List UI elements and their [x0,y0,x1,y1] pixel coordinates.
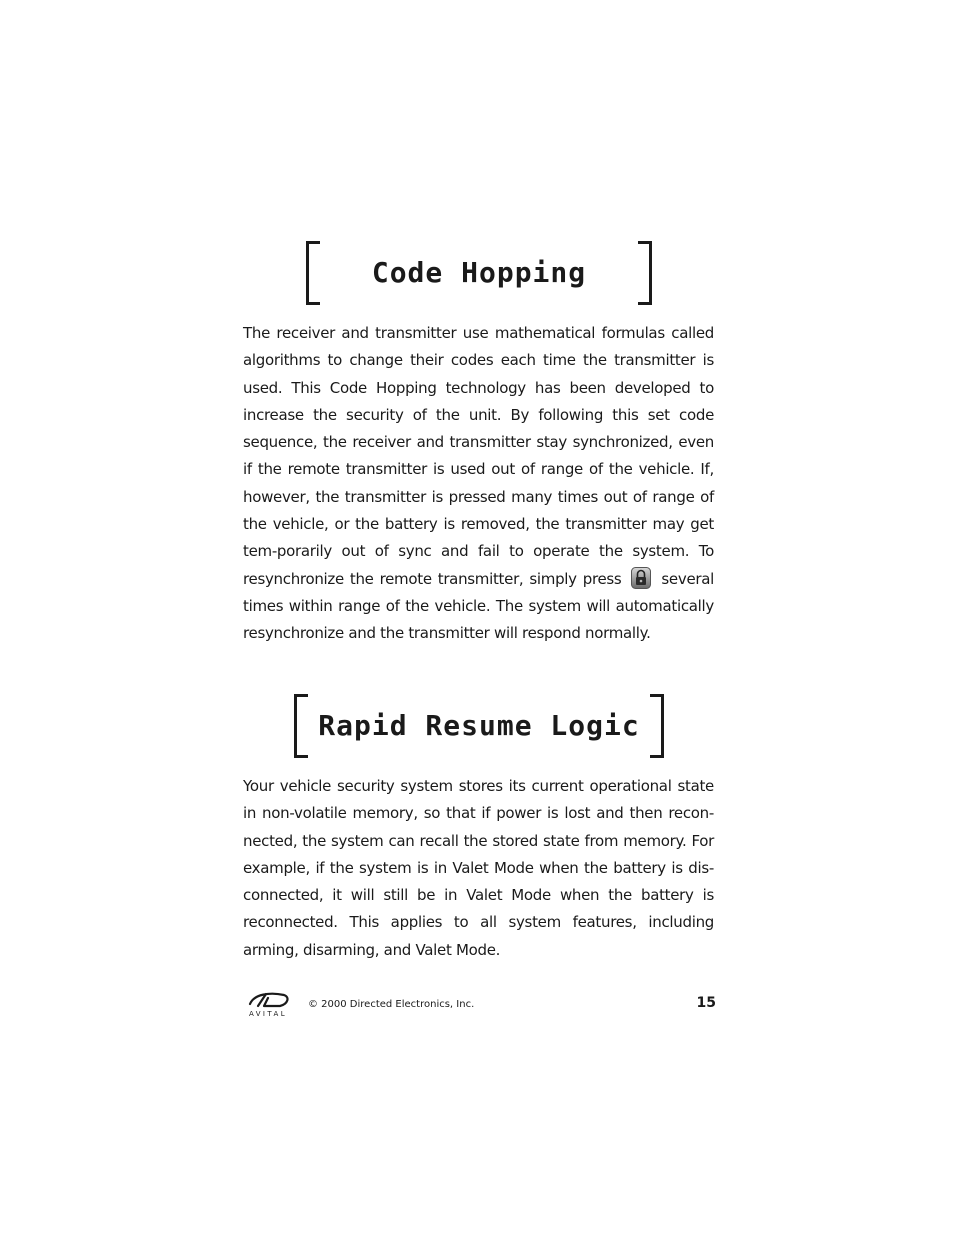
logo-wordmark: AVITAL [248,1010,288,1018]
lock-button-icon [631,567,651,589]
right-bracket [650,694,664,758]
code-hopping-body [243,320,714,648]
page-footer [240,990,716,1020]
section-title: Code Hopping [371,256,587,289]
page-number: 15 [696,995,716,1011]
code-hopping-heading [306,241,652,309]
body-text-before-icon: The receiver and transmitter use mathematical formulas called algorithms to change their codes each time the transmitter is used. This Code Hopping technology has been developed to increase the security of the unit. By following this set code sequence, the receiver and transmitter stay synchronized, even if the remote transmitter is used out of range of the vehicle. If, however, the transmitter is pressed many times out of range of the vehicle, or the battery is removed, the transmitter may get tem-porarily out of sync and fail to operate the system. To resynchronize the remote transmitter, simply press [243,324,714,588]
section-title: Rapid Resume Logic [318,709,640,742]
body-text-after-icon: several times within range of the vehicle. The system will automatically resynchronize and the transmitter will respond normally. [243,569,714,643]
rapid-resume-logic-heading [294,694,664,762]
copyright-text: © 2000 Directed Electronics, Inc. [308,999,475,1010]
rapid-resume-logic-body: Your vehicle security system stores its current operational state in non-volatile memory, so that if power is lost and then recon-nected, the system can recall the stored state from memory. For example, if the system is in Valet Mode when the battery is dis-connected, it will still be in Valet Mode when the battery is reconnected. This applies to all system features, including arming, disarming, and Valet Mode. [243,777,714,959]
right-bracket [638,241,652,305]
avital-logo [240,990,296,1018]
